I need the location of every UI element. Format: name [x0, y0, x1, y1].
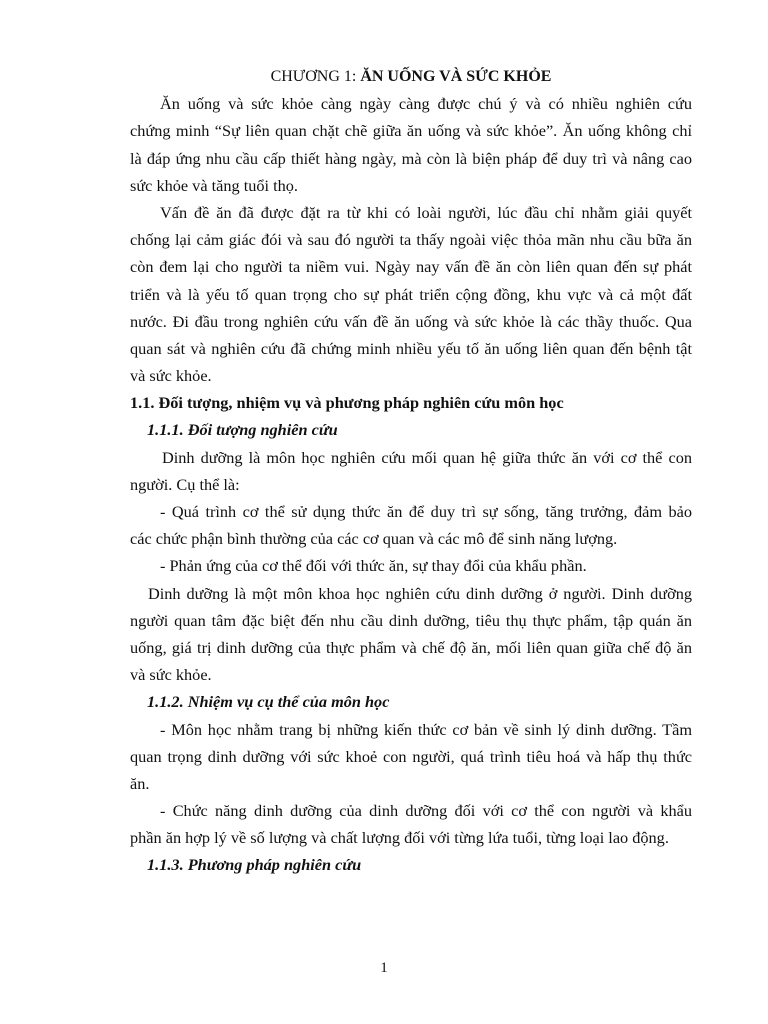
- bullet-item: [130, 797, 692, 851]
- text-line: chống lại cảm giác đói và sau đó người ta thấy ngoài việc thỏa mãn nhu cầu bữa ăn: [130, 230, 692, 250]
- bullet-item: [130, 498, 692, 552]
- text-line: còn đem lại cho người ta niềm vui. Ngày nay vấn đề ăn còn liên quan đến sự phát: [130, 257, 692, 277]
- text-line: nước. Đi đầu trong nghiên cứu vấn đề ăn uống và sức khỏe là các thầy thuốc. Qua: [130, 311, 692, 331]
- chapter-title: [130, 63, 692, 90]
- paragraph: [130, 444, 692, 498]
- document-page: [130, 63, 692, 879]
- text-line: triển và là yếu tố quan trọng cho sự phát triển cộng đồng, khu vực và cả một đất: [130, 284, 692, 304]
- text-line: Dinh dưỡng là một môn khoa học nghiên cứu dinh dưỡng ở người. Dinh dưỡng: [148, 583, 692, 603]
- paragraph: [130, 199, 692, 389]
- text-line: Dinh dưỡng là môn học nghiên cứu mối quan hệ giữa thức ăn với cơ thể con: [162, 447, 692, 467]
- text-line: quan sát và nghiên cứu đã chứng minh nhiều yếu tố ăn uống liên quan đến bệnh tật: [130, 338, 692, 358]
- chapter-name: ĂN UỐNG VÀ SỨC KHỎE: [360, 68, 552, 85]
- text-line: 1.1.3. Phương pháp nghiên cứu: [147, 855, 362, 875]
- text-line: ăn.: [130, 773, 150, 793]
- text-line: và sức khỏe.: [130, 665, 212, 685]
- text-line: chứng minh “Sự liên quan chặt chẽ giữa ăn uống và sức khỏe”. Ăn uống không chỉ: [130, 121, 692, 141]
- text-line: 1.1.1. Đối tượng nghiên cứu: [147, 420, 338, 440]
- paragraph: [130, 580, 692, 689]
- bullet-item: [130, 552, 692, 579]
- text-line: người quan tâm đặc biệt đến nhu cầu dinh dưỡng, tiêu thụ thực phẩm, tập quán ăn: [130, 610, 692, 630]
- section-heading: [130, 851, 692, 878]
- text-line: - Quá trình cơ thể sử dụng thức ăn để duy trì sự sống, tăng trưởng, đảm bảo: [160, 502, 692, 521]
- text-line: các chức phận bình thường của các cơ quan và các mô để sinh năng lượng.: [130, 529, 618, 549]
- text-line: quan trọng dinh dưỡng với sức khoẻ con người, quá trình tiêu hoá và hấp thụ thức: [130, 746, 692, 766]
- text-line: 1.1.2. Nhiệm vụ cụ thể của môn học: [147, 692, 390, 712]
- text-line: - Chức năng dinh dưỡng của dinh dưỡng đối với cơ thể con người và khẩu: [160, 801, 692, 821]
- text-line: - Môn học nhằm trang bị những kiến thức cơ bản về sinh lý dinh dưỡng. Tầm: [160, 719, 692, 739]
- section-heading: [130, 688, 692, 715]
- text-line: Vấn đề ăn đã được đặt ra từ khi có loài người, lúc đầu chỉ nhằm giải quyết: [160, 202, 692, 222]
- text-line: người. Cụ thể là:: [130, 474, 240, 494]
- text-line: và sức khỏe.: [130, 366, 212, 386]
- text-line: - Phản ứng của cơ thể đối với thức ăn, sự thay đổi của khẩu phần.: [160, 556, 587, 576]
- text-line: phần ăn hợp lý về số lượng và chất lượng đối với từng lứa tuổi, từng loại lao động.: [130, 828, 669, 848]
- bullet-item: [130, 716, 692, 798]
- page-number: 1: [380, 960, 388, 976]
- text-line: Ăn uống và sức khỏe càng ngày càng được chú ý và có nhiều nghiên cứu: [160, 94, 692, 114]
- section-heading: [130, 389, 692, 416]
- section-heading: [130, 416, 692, 443]
- chapter-label: CHƯƠNG 1:: [270, 68, 361, 85]
- paragraph: [130, 90, 692, 199]
- text-line: uống, giá trị dinh dưỡng của thực phẩm và chế độ ăn, mối liên quan giữa chế độ ăn: [130, 637, 692, 657]
- text-line: là đáp ứng nhu cầu cấp thiết hàng ngày, mà còn là biện pháp để duy trì và nâng cao: [130, 148, 692, 168]
- text-line: 1.1. Đối tượng, nhiệm vụ và phương pháp nghiên cứu môn học: [130, 393, 564, 413]
- text-line: sức khỏe và tăng tuổi thọ.: [130, 175, 298, 195]
